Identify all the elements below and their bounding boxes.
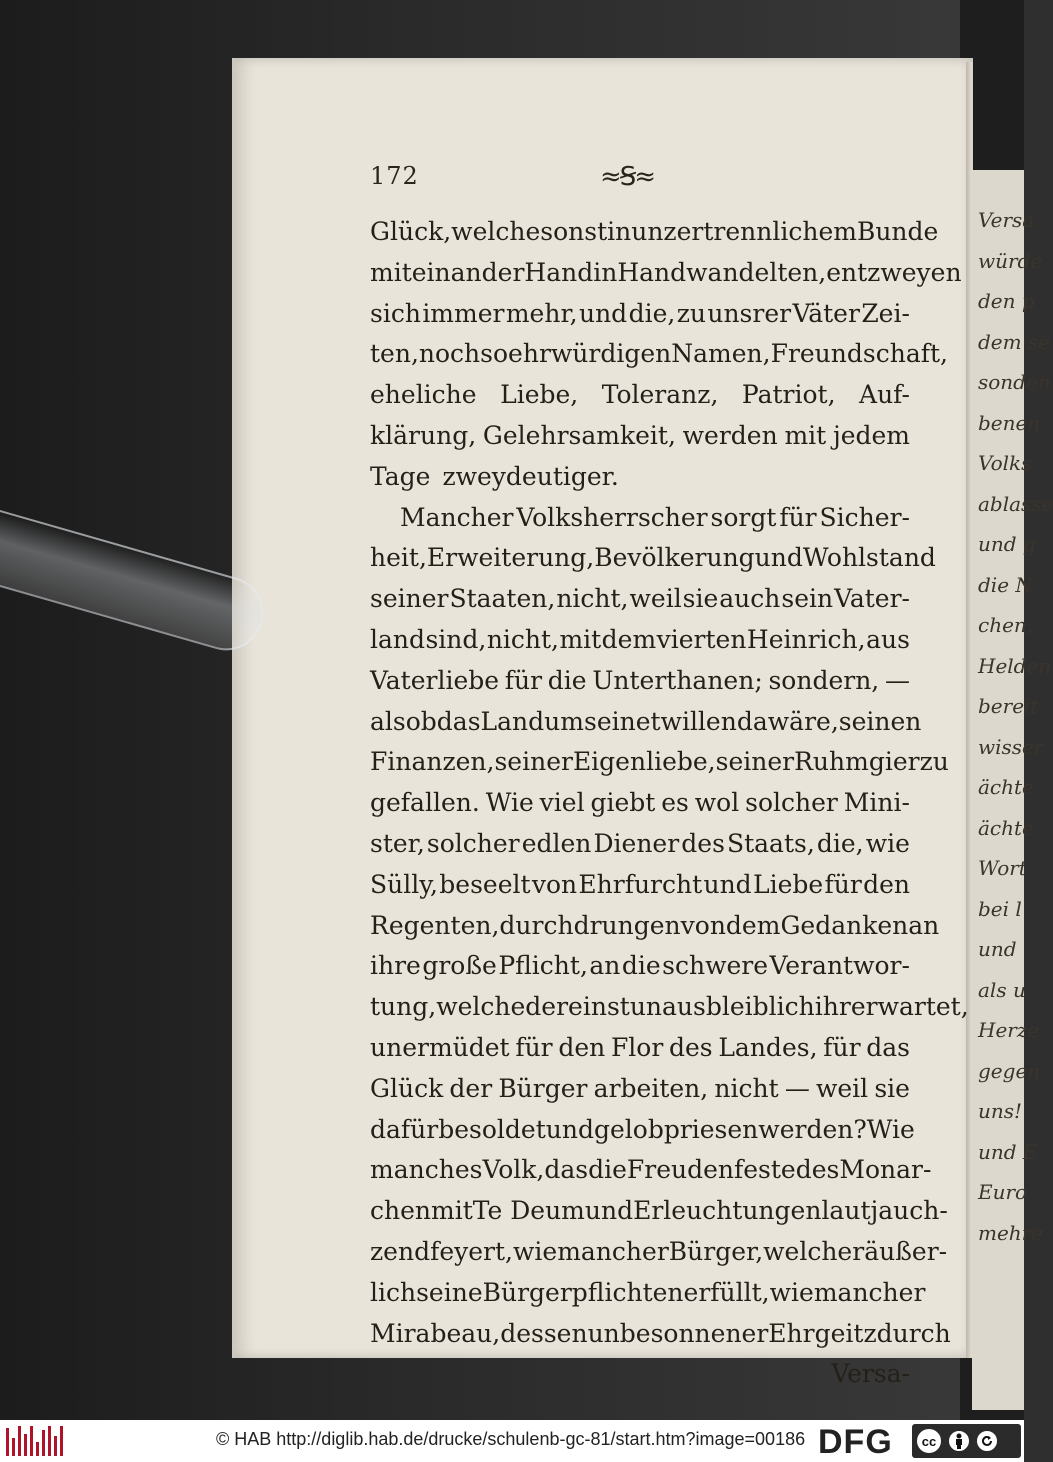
word: nicht <box>714 1073 779 1103</box>
word: viel <box>539 788 585 818</box>
word: dereinst <box>525 992 630 1022</box>
word: ten, <box>370 339 419 369</box>
text-line <box>370 1069 910 1109</box>
word: Bürger, <box>668 1237 764 1266</box>
page-header <box>370 162 910 192</box>
word: Volk, <box>482 1155 545 1185</box>
text-line <box>370 620 910 660</box>
word: das <box>544 1155 589 1185</box>
text-line <box>370 661 910 701</box>
word: Ehrfurcht <box>578 869 703 899</box>
word: und <box>703 869 752 899</box>
word: beseelt <box>439 869 531 899</box>
word: Hand <box>617 257 687 287</box>
word: sind, <box>425 625 487 654</box>
facing-page-line: würde <box>978 248 1043 273</box>
logo-bar <box>54 1436 57 1456</box>
word: äußer- <box>864 1237 948 1266</box>
word: klärung, <box>370 421 477 450</box>
word: ihre <box>370 951 421 981</box>
word: die, <box>816 829 864 858</box>
word: sie <box>682 584 719 614</box>
word: Erweiterung, <box>426 543 595 573</box>
facing-page-line: Wort <box>978 856 1027 880</box>
word: besoldet <box>438 1114 546 1144</box>
word: Verantwor- <box>769 951 910 981</box>
word: seiner <box>715 747 795 777</box>
share-alike-icon <box>975 1429 999 1453</box>
text-line <box>370 946 910 986</box>
word: seinen <box>838 706 922 736</box>
word: des <box>668 1033 713 1062</box>
word: Mancher <box>400 502 514 532</box>
word: land <box>370 625 426 654</box>
word: — <box>784 1073 810 1103</box>
word: unzertrennlichem <box>631 217 857 246</box>
facing-page-line: mehre <box>978 1220 1044 1245</box>
logo-bar <box>12 1438 15 1456</box>
facing-page-line: Volks <box>978 451 1032 475</box>
word: ster, <box>370 829 425 858</box>
word: Wohlstand <box>802 543 936 573</box>
hab-logo <box>6 1426 63 1456</box>
word: die <box>547 665 587 695</box>
word: Erleuchtungen <box>633 1196 822 1226</box>
word: Monar- <box>839 1155 932 1185</box>
word: Bürger <box>498 1073 588 1103</box>
word: Freudenfeste <box>626 1155 796 1185</box>
word: Land <box>480 706 545 736</box>
word: Heinrich, <box>746 625 866 654</box>
word: seinetwillen <box>583 706 737 736</box>
facing-page-line: bei l <box>978 896 1022 921</box>
word: unausbleiblich <box>629 992 815 1022</box>
word: sich <box>370 298 421 328</box>
word: durch <box>876 1318 951 1348</box>
word: mancher <box>557 1237 669 1266</box>
word: unbesonnener <box>587 1318 769 1348</box>
word: mehr, <box>505 298 578 328</box>
word: Staats, <box>726 829 815 858</box>
logo-bar <box>24 1434 27 1456</box>
logo-bar <box>6 1428 9 1456</box>
text-line <box>370 824 910 864</box>
word: Patriot, <box>741 380 836 410</box>
text-line <box>370 375 910 415</box>
logo-bar <box>18 1426 21 1456</box>
word: chen <box>370 1196 431 1226</box>
facing-page-line: ächte <box>978 815 1034 840</box>
word: in <box>607 217 632 246</box>
word: welcher <box>763 1237 865 1266</box>
word: weil <box>629 584 682 614</box>
word: an <box>908 910 940 940</box>
word: mit <box>370 257 412 287</box>
text-line <box>370 498 910 538</box>
word: wie <box>865 829 910 858</box>
cc-license-badge[interactable] <box>912 1424 1021 1458</box>
word: für <box>515 1033 553 1062</box>
word: und <box>578 298 628 328</box>
word: Freundschaft, <box>770 339 948 369</box>
word: dessen <box>500 1318 588 1348</box>
facing-page-line: Helden <box>978 653 1052 678</box>
text-line <box>370 1232 948 1272</box>
word: Hand <box>524 257 594 287</box>
word: da <box>736 706 768 736</box>
text-line <box>370 334 948 374</box>
word: werden? <box>758 1114 867 1144</box>
text-line <box>370 1028 910 1068</box>
facing-page-line: ächte <box>978 775 1034 799</box>
word: die, <box>628 298 676 328</box>
text-line <box>370 1314 951 1354</box>
text-line <box>370 1110 915 1150</box>
word: sie <box>874 1073 910 1103</box>
word: eheliche <box>370 380 477 410</box>
word: Te Deum <box>472 1196 585 1226</box>
word: vierten <box>656 625 747 654</box>
word: Gelehrsamkeit, <box>482 421 676 450</box>
word: solcher <box>426 829 520 858</box>
text-line <box>370 865 910 905</box>
word: nicht, <box>486 625 560 654</box>
text-line <box>370 538 936 578</box>
word: zu <box>676 298 706 328</box>
word: Diener <box>593 829 680 858</box>
word: und <box>545 1114 594 1144</box>
facing-page-line: den p <box>978 289 1035 313</box>
word: edlen <box>521 829 592 858</box>
word: Vaterliebe <box>370 665 500 695</box>
word: tung, <box>370 992 437 1022</box>
word: so <box>480 339 509 369</box>
word: um <box>544 706 584 736</box>
word: Bunde <box>856 217 939 246</box>
word: des <box>795 1155 840 1185</box>
word: mancher <box>813 1277 926 1307</box>
word: Volksherrscher <box>516 502 708 532</box>
word: lich <box>370 1277 417 1307</box>
page-number: 172 <box>370 162 419 190</box>
word: zu <box>919 747 949 777</box>
facing-page-line: Euro <box>978 1180 1028 1204</box>
word: erfüllt, <box>683 1277 770 1307</box>
footer-bar <box>0 1420 1024 1462</box>
word: für <box>504 665 543 695</box>
word: sondern, <box>768 665 880 695</box>
word: Sicher- <box>819 502 910 532</box>
word: ihrer <box>814 992 878 1022</box>
word: unsrer <box>707 298 792 328</box>
word: Glück, <box>370 217 452 246</box>
logo-bar <box>60 1426 63 1456</box>
text-line <box>370 457 910 497</box>
word: heit, <box>370 543 427 573</box>
word: einander <box>411 257 525 287</box>
word: zend <box>370 1237 431 1266</box>
word: Staaten, <box>449 584 556 614</box>
facing-page-line: und <box>978 937 1017 961</box>
facing-page-line: die N <box>978 572 1033 597</box>
logo-bar <box>48 1426 51 1456</box>
text-line <box>370 579 910 619</box>
text-line <box>370 906 940 946</box>
facing-page-line: Herze <box>978 1018 1040 1042</box>
text-line <box>370 742 949 782</box>
word: immer <box>422 298 505 328</box>
logo-bar <box>30 1426 33 1456</box>
text-line <box>370 416 910 456</box>
word: weil <box>815 1073 869 1103</box>
word: seiner <box>494 747 573 777</box>
word: für <box>824 869 862 899</box>
word: die <box>588 1155 627 1185</box>
word: mit <box>784 421 827 450</box>
dfg-logo: DFG <box>818 1423 893 1461</box>
text-line <box>370 783 910 823</box>
facing-page-line: bereit <box>978 694 1039 718</box>
word: wäre, <box>767 706 839 736</box>
word: für <box>823 1033 861 1062</box>
facing-page-line: gegen <box>978 1058 1041 1083</box>
word: werden <box>682 421 778 450</box>
word: Zei- <box>861 298 910 328</box>
word: schwere <box>662 951 769 981</box>
word: seiner <box>370 584 449 614</box>
catchword: Versa- <box>831 1359 910 1389</box>
word: Tage <box>370 461 431 491</box>
word: des <box>681 829 725 858</box>
word: große <box>422 951 497 981</box>
word: und <box>584 1196 634 1226</box>
word: noch <box>418 339 481 369</box>
word: lautjauch- <box>821 1196 948 1226</box>
word: Ehrgeitz <box>768 1318 877 1348</box>
word: gelobpriesen <box>593 1114 759 1144</box>
word: ob <box>405 706 437 736</box>
word: auch <box>719 584 781 614</box>
word: Wie <box>485 788 534 818</box>
word: Mini- <box>843 788 910 818</box>
facing-page-line: ablasse <box>978 491 1053 516</box>
facing-page-line: und g <box>978 532 1036 556</box>
word: welche <box>436 992 526 1022</box>
word: Finanzen, <box>370 747 495 777</box>
facing-page-line: chen, <box>978 613 1034 637</box>
text-line <box>370 987 969 1027</box>
word: das <box>436 706 481 736</box>
word: Ruhmgier <box>794 747 920 777</box>
word: Auf- <box>859 380 910 410</box>
word: mit <box>431 1196 473 1226</box>
word: jedem <box>832 421 910 450</box>
word: mit <box>559 625 602 654</box>
word: Namen, <box>671 339 771 369</box>
word: aus <box>866 625 910 654</box>
text-line <box>370 702 922 742</box>
word: an <box>589 951 621 981</box>
word: es <box>661 788 689 818</box>
header-ornament: ≈Ꞩ≈ <box>600 162 655 192</box>
word: unermüdet <box>370 1033 510 1062</box>
word: wandelten, <box>686 257 827 287</box>
word: Pflicht, <box>498 951 588 981</box>
word: giebt <box>590 788 656 818</box>
word: wartet, <box>877 992 969 1022</box>
word: sein <box>781 584 834 614</box>
word: von <box>531 869 578 899</box>
text-line <box>370 253 962 293</box>
word: für <box>779 502 817 532</box>
word: Vater- <box>834 584 910 614</box>
word: sorgt <box>710 502 777 532</box>
word: Glück <box>370 1073 444 1103</box>
logo-bar <box>42 1430 45 1456</box>
word: — <box>884 665 910 695</box>
text-line <box>370 294 910 334</box>
cc-icon: cc <box>915 1427 943 1455</box>
word: ehrwürdigen <box>508 339 672 369</box>
text-line <box>370 1150 932 1190</box>
word: und <box>754 543 803 573</box>
facing-page-line: dem se <box>978 329 1051 354</box>
word: den <box>863 869 910 899</box>
word: Liebe <box>752 869 824 899</box>
word: der <box>449 1073 493 1103</box>
facing-page-line: und E <box>978 1139 1038 1164</box>
word: dem <box>725 910 781 940</box>
word: Liebe, <box>500 380 579 410</box>
word: von <box>680 910 726 940</box>
word: Flor <box>610 1033 664 1062</box>
word: sonst <box>540 217 608 246</box>
word: Bevölkerung <box>594 543 755 573</box>
word: seine <box>416 1277 483 1307</box>
facing-page-line: benen <box>978 410 1041 435</box>
word: dem <box>601 625 657 654</box>
word: den <box>558 1033 606 1062</box>
word: Sülly, <box>370 869 438 899</box>
word: als <box>370 706 406 736</box>
facing-page-line: wisser <box>978 734 1044 759</box>
word: in <box>593 257 618 287</box>
text-line <box>370 212 939 252</box>
facing-page-line: als u <box>978 977 1026 1002</box>
word: Mirabeau, <box>370 1318 501 1348</box>
facing-page-line: Versa <box>978 208 1035 232</box>
text-line <box>370 1191 948 1231</box>
word: Väter <box>792 298 860 328</box>
word: Landes, <box>718 1033 818 1062</box>
word: die <box>621 951 661 981</box>
word: dafür <box>370 1114 439 1144</box>
word: entzweyen <box>826 257 962 287</box>
word: Gedanken <box>780 910 909 940</box>
word: Bürgerpflichten <box>482 1277 684 1307</box>
word: manches <box>370 1155 483 1185</box>
source-url[interactable]: © HAB http://diglib.hab.de/drucke/schulenb-gc-81/start.htm?image=00186 <box>216 1429 806 1449</box>
word: nicht, <box>556 584 629 614</box>
word: Regenten, <box>370 910 500 940</box>
word: Wie <box>866 1114 915 1144</box>
word: feyert, <box>430 1237 513 1266</box>
word: durchdrungen <box>499 910 681 940</box>
facing-page-line: sonden <box>978 370 1051 394</box>
word: Eigenliebe, <box>572 747 716 777</box>
word: wol <box>694 788 740 818</box>
word: solcher <box>745 788 838 818</box>
word: wie <box>769 1277 814 1307</box>
word: Toleranz, <box>601 380 719 410</box>
word: wie <box>513 1237 558 1266</box>
person-icon <box>947 1429 971 1453</box>
word: gefallen. <box>370 788 480 818</box>
word: Unterthanen; <box>592 665 763 695</box>
word: das <box>866 1033 910 1062</box>
word: welche <box>451 217 541 246</box>
facing-page <box>972 170 1053 1410</box>
word: arbeiten, <box>593 1073 709 1103</box>
text-line <box>370 1273 926 1313</box>
logo-bar <box>36 1442 39 1456</box>
facing-page-line: uns! <box>978 1099 1023 1123</box>
word: zweydeutiger. <box>442 461 619 491</box>
